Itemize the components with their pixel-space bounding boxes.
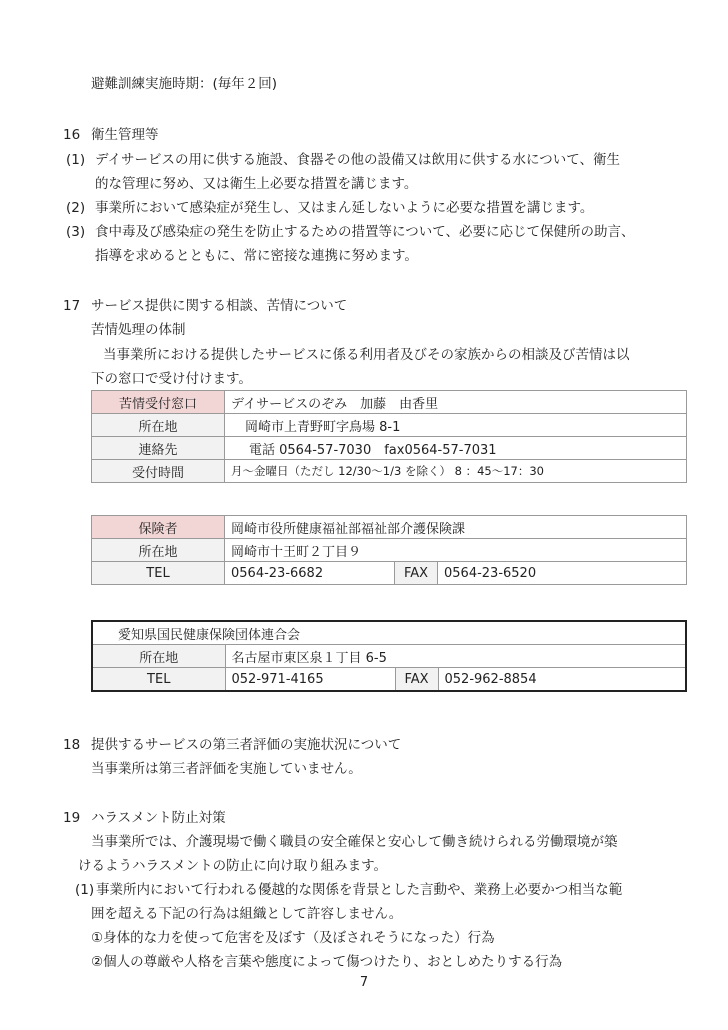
table-row: [92, 391, 687, 414]
insurer-tel-label: TEL: [92, 562, 225, 585]
insurer-table: [91, 515, 687, 585]
page-number: 7: [359, 975, 369, 990]
s16-item1-line1: デイサービスの用に供する施設、食器その他の設備又は飲用に供する水について、衛生: [95, 152, 621, 168]
table-row: [92, 645, 686, 668]
table-row: [92, 539, 687, 562]
section-16-number: 16: [63, 127, 81, 143]
address-label: 所在地: [92, 414, 225, 437]
insurer-fax-label: FAX: [395, 562, 438, 585]
s17-intro-line2: 下の窓口で受け付けます。: [91, 371, 252, 387]
s16-item3-line1: 食中毒及び感染症の発生を防止するための措置等について、必要に応じて保健所の助言、: [95, 224, 635, 240]
insurer-address-value: 岡崎市十王町２丁目９: [225, 539, 687, 562]
section-17-title: サービス提供に関する相談、苦情について: [91, 298, 348, 314]
federation-tel-label: TEL: [92, 668, 225, 692]
s17-intro-line1: 当事業所における提供したサービスに係る利用者及びその家族からの相談及び苦情は以: [103, 347, 630, 363]
table-row: [92, 437, 687, 460]
federation-fax-label: FAX: [395, 668, 438, 692]
s19-item1-marker: (1): [75, 882, 95, 898]
section-18-title: 提供するサービスの第三者評価の実施状況について: [91, 737, 402, 753]
table-row: [92, 414, 687, 437]
section-18-body: 当事業所は第三者評価を実施していません。: [91, 761, 362, 777]
complaint-desk-table: [91, 390, 687, 483]
s19-intro-line1: 当事業所では、介護現場で働く職員の安全確保と安心して働き続けられる労働環境が築: [91, 834, 618, 850]
s19-sub-item1: ①身体的な力を使って危害を及ぼす（及ぼされそうになった）行為: [91, 930, 495, 946]
federation-tel-value: 052-971-4165: [225, 668, 395, 692]
section-17-subtitle: 苦情処理の体制: [91, 322, 186, 338]
s16-item2-marker: (2): [66, 200, 86, 216]
federation-address-value: 名古屋市東区泉１丁目 6-5: [225, 645, 686, 668]
drill-timing: 避難訓練実施時期：(毎年２回): [91, 76, 278, 92]
section-18-number: 18: [63, 737, 81, 753]
insurer-tel-value: 0564-23-6682: [225, 562, 395, 585]
section-17-number: 17: [63, 298, 81, 314]
hours-value: 月～金曜日（ただし 12/30～1/3 を除く） 8 ：45～17：30: [225, 460, 687, 483]
address-value: 岡崎市上青野町字鳥場 8-1: [225, 414, 687, 437]
table-row: [92, 621, 686, 645]
insurer-fax-value: 0564-23-6520: [438, 562, 687, 585]
s16-item3-line2: 指導を求めるとともに、常に密接な連携に努めます。: [95, 248, 418, 264]
s16-item3-marker: (3): [66, 224, 86, 240]
s19-intro-line2: けるようハラスメントの防止に向け取り組みます。: [78, 858, 388, 874]
table-row: [92, 460, 687, 483]
section-19-number: 19: [63, 810, 81, 826]
s16-item1-marker: (1): [66, 152, 86, 168]
complaint-desk-value: デイサービスのぞみ 加藤 由香里: [225, 391, 687, 414]
s16-item1-line2: 的な管理に努め、又は衛生上必要な措置を講じます。: [95, 176, 418, 192]
federation-fax-value: 052-962-8854: [438, 668, 686, 692]
s19-sub-item2: ②個人の尊厳や人格を言葉や態度によって傷つけたり、おとしめたりする行為: [91, 954, 563, 970]
s16-item2-line1: 事業所において感染症が発生し、又はまん延しないように必要な措置を講じます。: [95, 200, 594, 216]
federation-table: [91, 620, 687, 692]
insurer-value: 岡崎市役所健康福祉部福祉部介護保険課: [225, 516, 687, 539]
s19-item1-line2: 囲を超える下記の行為は組織として許容しません。: [91, 906, 403, 922]
federation-name: 愛知県国民健康保険団体連合会: [92, 621, 686, 645]
insurer-label: 保険者: [92, 516, 225, 539]
federation-address-label: 所在地: [92, 645, 225, 668]
table-row: [92, 668, 686, 692]
table-row: [92, 562, 687, 585]
contact-label: 連絡先: [92, 437, 225, 460]
section-16-title: 衛生管理等: [91, 127, 159, 143]
table-row: [92, 516, 687, 539]
hours-label: 受付時間: [92, 460, 225, 483]
complaint-desk-label: 苦情受付窓口: [92, 391, 225, 414]
s19-item1-line1: 事業所内において行われる優越的な関係を背景とした言動や、業務上必要かつ相当な範: [96, 882, 623, 898]
contact-value: 電話 0564-57-7030 fax0564-57-7031: [225, 437, 687, 460]
section-19-title: ハラスメント防止対策: [91, 810, 226, 826]
insurer-address-label: 所在地: [92, 539, 225, 562]
